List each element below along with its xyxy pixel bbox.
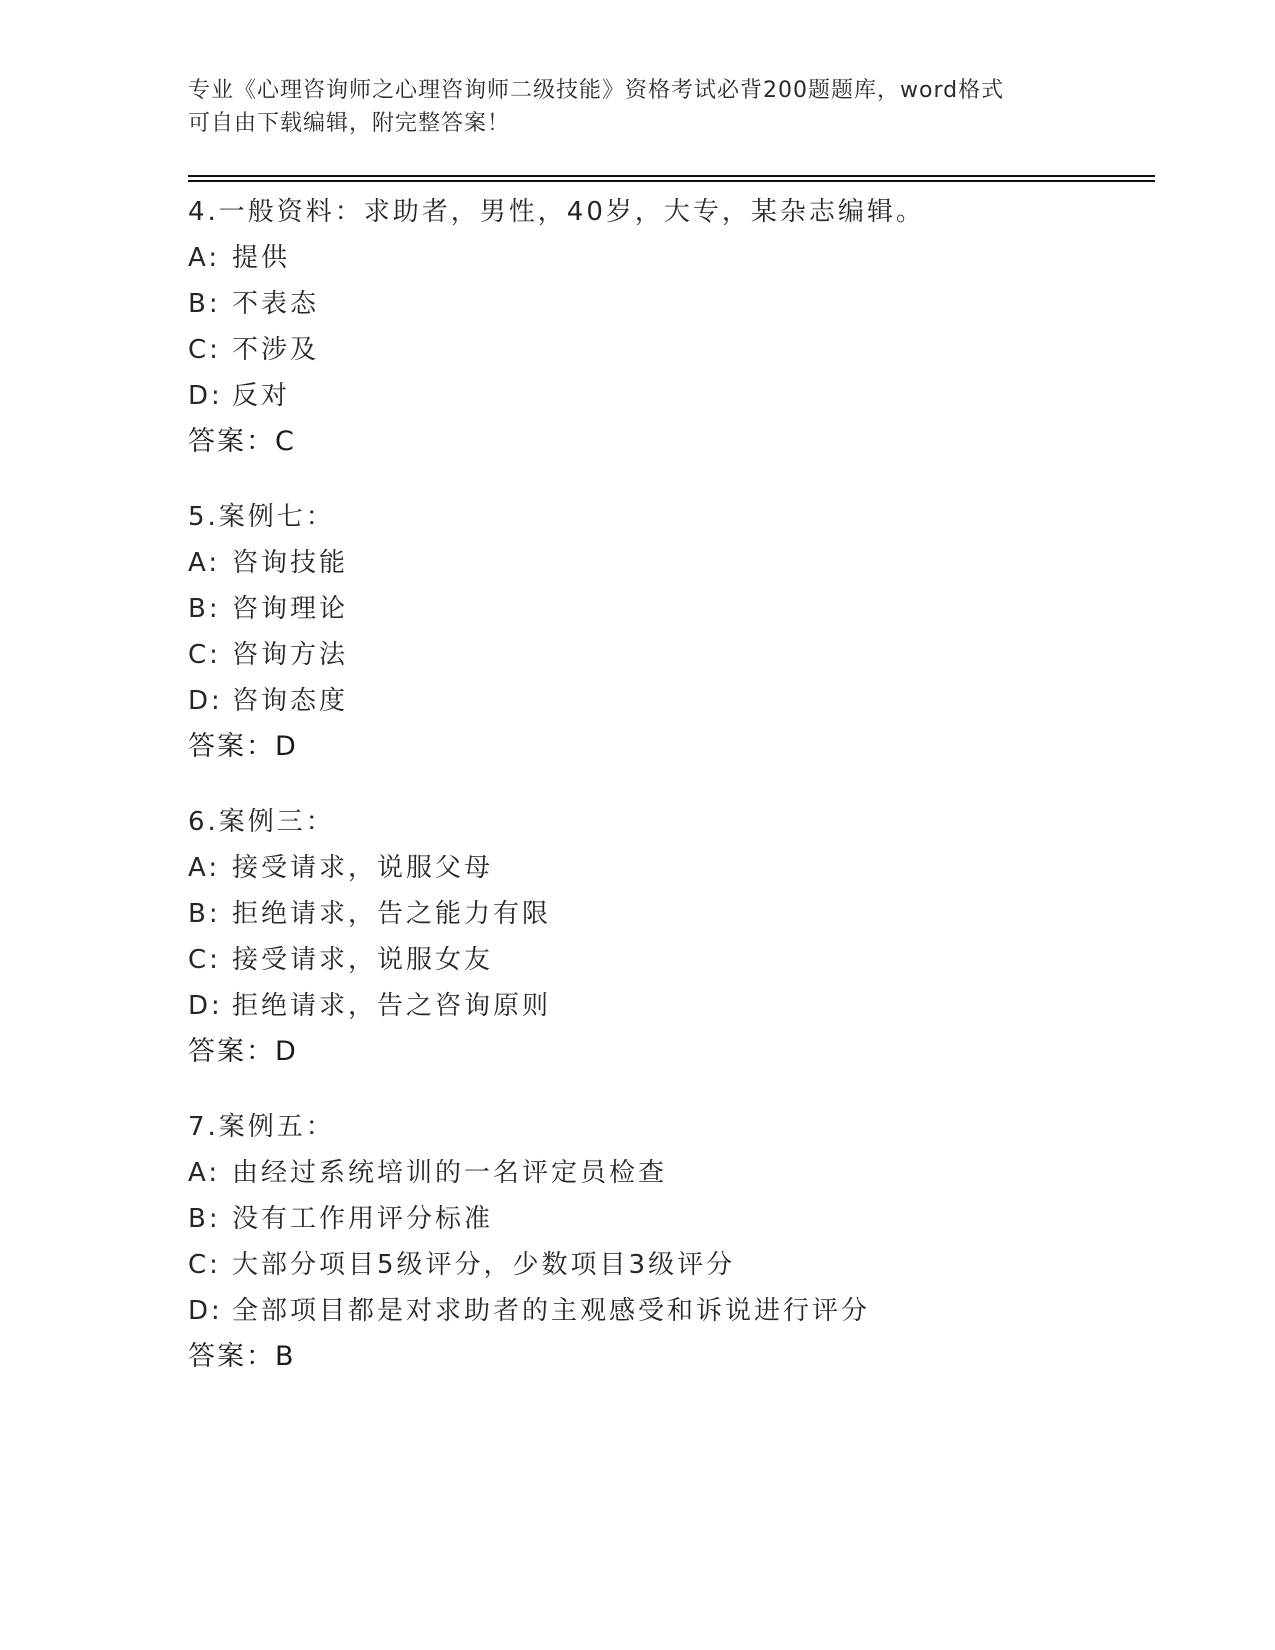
answer-line: 答案：D bbox=[188, 731, 298, 762]
option-letter: A: bbox=[188, 1158, 221, 1188]
option-letter: B: bbox=[188, 899, 221, 929]
option-c bbox=[188, 1243, 735, 1287]
option-text: 拒绝请求，告之能力有限 bbox=[232, 899, 552, 929]
option-b bbox=[188, 1197, 493, 1241]
option-d bbox=[188, 984, 551, 1028]
option-d bbox=[188, 1289, 870, 1333]
option-text: 不表态 bbox=[232, 289, 320, 319]
option-letter: D: bbox=[188, 381, 223, 411]
option-letter: A: bbox=[188, 853, 221, 883]
option-a bbox=[188, 846, 493, 890]
option-text: 拒绝请求，告之咨询原则 bbox=[232, 991, 552, 1021]
answer-line: 答案：D bbox=[188, 1036, 298, 1067]
option-letter: B: bbox=[188, 1204, 221, 1234]
option-d bbox=[188, 374, 290, 418]
option-text: 不涉及 bbox=[232, 335, 320, 365]
option-letter: C: bbox=[188, 1250, 221, 1280]
answer-line: 答案：B bbox=[188, 1341, 296, 1372]
option-a bbox=[188, 541, 348, 585]
option-c bbox=[188, 633, 348, 677]
question-stem: 4.一般资料：求助者，男性，40岁，大专，某杂志编辑。 bbox=[188, 197, 925, 227]
option-text: 反对 bbox=[232, 381, 291, 411]
option-a bbox=[188, 1151, 667, 1195]
option-letter: C: bbox=[188, 640, 221, 670]
option-letter: A: bbox=[188, 243, 221, 273]
option-text: 咨询理论 bbox=[232, 594, 349, 624]
option-text: 提供 bbox=[232, 243, 291, 273]
option-letter: C: bbox=[188, 335, 221, 365]
option-b bbox=[188, 282, 319, 326]
option-letter: C: bbox=[188, 945, 221, 975]
option-text: 咨询态度 bbox=[232, 686, 349, 716]
question-stem: 5.案例七： bbox=[188, 502, 335, 532]
option-letter: D: bbox=[188, 991, 223, 1021]
option-text: 大部分项目5级评分，少数项目3级评分 bbox=[232, 1250, 736, 1280]
option-text: 咨询方法 bbox=[232, 640, 349, 670]
option-letter: D: bbox=[188, 1296, 223, 1326]
option-c bbox=[188, 328, 319, 372]
option-b bbox=[188, 892, 551, 936]
option-text: 接受请求，说服父母 bbox=[232, 853, 494, 883]
option-d bbox=[188, 679, 348, 723]
option-letter: B: bbox=[188, 289, 221, 319]
question-stem: 7.案例五： bbox=[188, 1112, 335, 1142]
header-divider-bottom bbox=[188, 180, 1155, 182]
option-text: 接受请求，说服女友 bbox=[232, 945, 494, 975]
option-letter: A: bbox=[188, 548, 221, 578]
option-c bbox=[188, 938, 493, 982]
document-header bbox=[188, 74, 1088, 140]
header-line-2: 可自由下载编辑，附完整答案！ bbox=[188, 111, 511, 136]
option-a bbox=[188, 236, 290, 280]
option-text: 没有工作用评分标准 bbox=[232, 1204, 494, 1234]
option-text: 咨询技能 bbox=[232, 548, 349, 578]
option-letter: D: bbox=[188, 686, 223, 716]
option-b bbox=[188, 587, 348, 631]
question-stem: 6.案例三： bbox=[188, 807, 335, 837]
answer-line: 答案：C bbox=[188, 426, 296, 457]
option-letter: B: bbox=[188, 594, 221, 624]
option-text: 由经过系统培训的一名评定员检查 bbox=[232, 1158, 668, 1188]
header-divider-top bbox=[188, 175, 1155, 177]
option-text: 全部项目都是对求助者的主观感受和诉说进行评分 bbox=[232, 1296, 871, 1326]
header-line-1: 专业《心理咨询师之心理咨询师二级技能》资格考试必背200题题库，word格式 bbox=[188, 78, 1005, 103]
